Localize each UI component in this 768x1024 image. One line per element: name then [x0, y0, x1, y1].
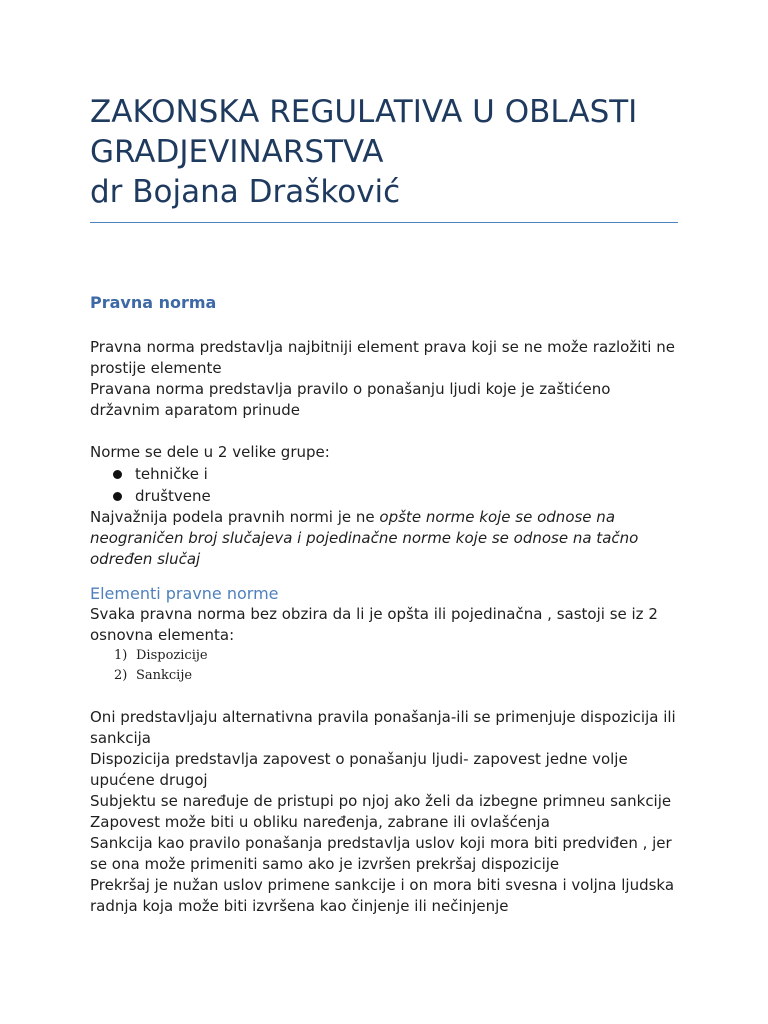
list-item: [90, 485, 680, 507]
heading-pravna-norma: Pravna norma: [90, 293, 217, 312]
paragraph-body: Dispozicija predstavlja zapovest o ponašanju ljudi- zapovest jedne volje upućene drugoj: [90, 750, 628, 789]
list-item-text: Sankcije: [136, 668, 193, 683]
paragraph-division: [90, 507, 680, 570]
paragraph-body: Zapovest može biti u obliku naređenja, zabrane ili ovlašćenja: [90, 813, 550, 831]
paragraph-rule: Pravana norma predstavlja pravilo o ponašanju ljudi koje je zaštićeno državnim aparatom prinude: [90, 380, 611, 419]
division-italic-text: opšte norme koje se odnose na neograničen broj slučajeva i pojedinačne norme koje se odnose na tačno određen slučaj: [90, 508, 639, 568]
list-item-text: društvene: [135, 487, 211, 505]
list-item-text: Dispozicije: [136, 648, 208, 663]
list-item: [90, 463, 680, 485]
paragraph-definition: Pravna norma predstavlja najbitniji element prava koji se ne može razložiti ne prostije elemente: [90, 338, 675, 377]
document-page: [90, 92, 680, 917]
paragraph-body: Oni predstavljaju alternativna pravila ponašanja-ili se primenjuje dispozicija ili sankcija: [90, 708, 676, 747]
numbered-list: [90, 646, 680, 686]
title-line-1: ZAKONSKA REGULATIVA U OBLASTI: [90, 94, 638, 130]
paragraph-body: Prekršaj je nužan uslov primene sankcije i on mora biti svesna i voljna ljudska radnja koja može biti izvršena kao činjenje ili nečinjenje: [90, 876, 675, 915]
document-title: [90, 92, 680, 212]
title-author: dr Bojana Drašković: [90, 174, 401, 210]
list-number: 2): [114, 668, 128, 683]
heading-elementi: Elementi pravne norme: [90, 584, 279, 603]
list-item-text: tehničke i: [135, 465, 208, 483]
paragraph-body: Subjektu se naređuje de pristupi po njoj ako želi da izbegne primneu sankcije: [90, 792, 672, 810]
bullet-dot-icon: [113, 492, 122, 501]
title-line-2: GRADJEVINARSTVA: [90, 134, 384, 170]
paragraph-body: Sankcija kao pravilo ponašanja predstavlja uslov koji mora biti predviđen , jer se ona može primeniti samo ako je izvršen prekršaj dispozicije: [90, 834, 672, 873]
paragraph-elements-intro: Svaka pravna norma bez obzira da li je opšta ili pojedinačna , sastoji se iz 2 osnovna elementa:: [90, 605, 658, 644]
spacer: [90, 421, 680, 442]
paragraph-groups-intro: Norme se dele u 2 velike grupe:: [90, 443, 330, 461]
division-text: Najvažnija podela pravnih normi je ne: [90, 508, 380, 526]
bullet-dot-icon: [113, 470, 122, 479]
spacer: [90, 686, 680, 707]
list-item: [90, 646, 680, 666]
bullet-list: [90, 463, 680, 507]
list-number: 1): [114, 648, 128, 663]
list-item: [90, 666, 680, 686]
title-underline: [90, 222, 678, 223]
